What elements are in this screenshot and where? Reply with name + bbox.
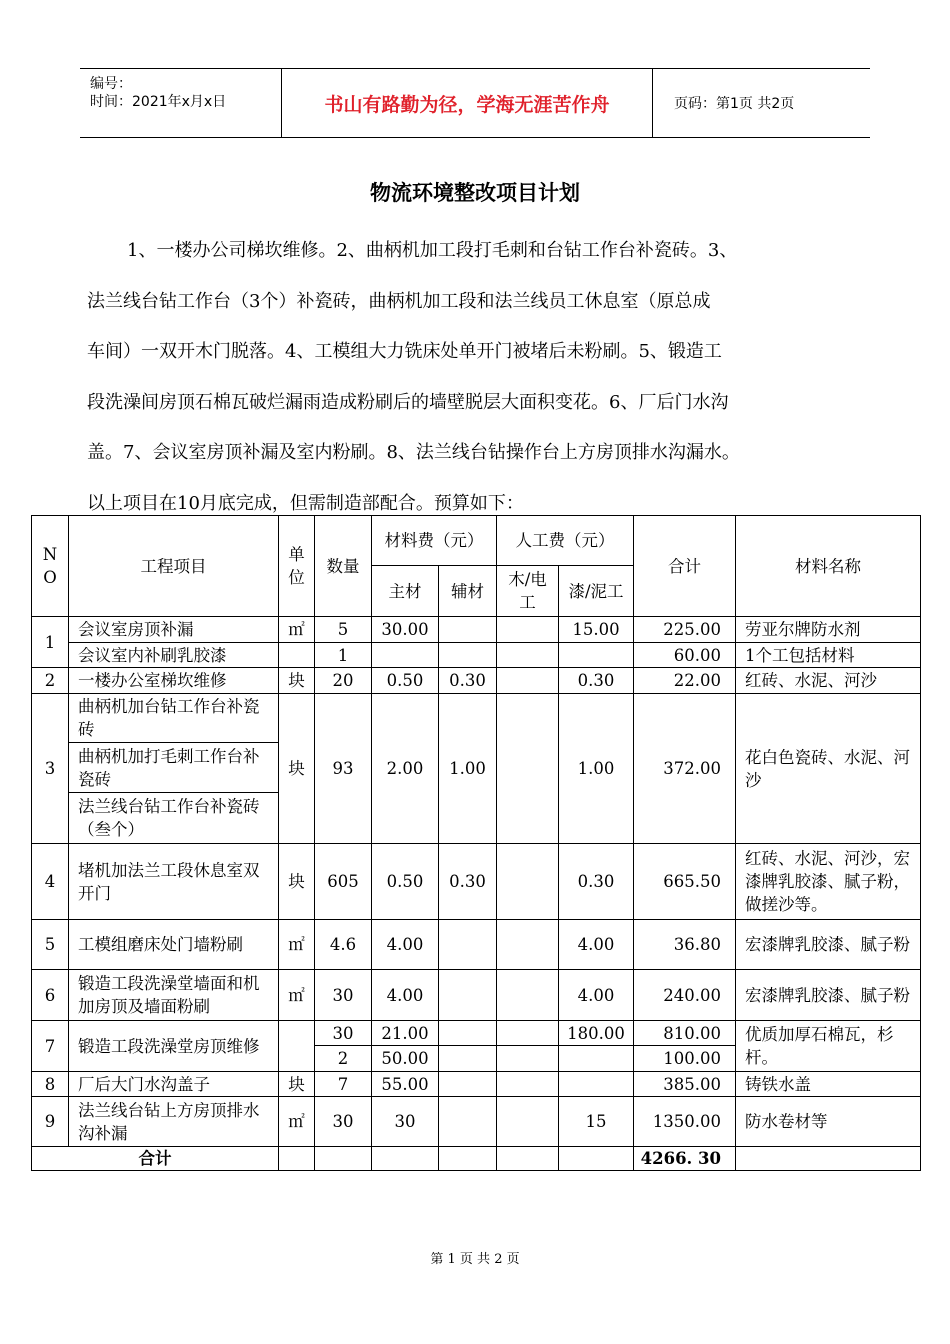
- sum-total: 4266. 30: [634, 1147, 736, 1171]
- cell-wood: [497, 1097, 559, 1147]
- cell-wood: [497, 844, 559, 920]
- cell-project: 曲柄机加打毛刺工作台补瓷砖: [69, 743, 279, 793]
- cell-qty: 30: [315, 1097, 372, 1147]
- cell-no: 8: [32, 1072, 69, 1097]
- cell-qty: 1: [315, 643, 372, 668]
- cell-material-name: 红砖、水泥、河沙，宏漆牌乳胶漆、腻子粉，做搓沙等。: [736, 844, 921, 920]
- paragraph-line: 法兰线台钻工作台（3个）补瓷砖，曲柄机加工段和法兰线员工休息室（原总成: [87, 290, 711, 312]
- cell-qty: 5: [315, 617, 372, 643]
- header-labor-fee: 人工费（元）: [497, 516, 634, 566]
- cell-material-name: 红砖、水泥、河沙: [736, 668, 921, 694]
- cell-qty: 93: [315, 694, 372, 844]
- cell-no: 2: [32, 668, 69, 694]
- cell-paint: 0.30: [559, 844, 634, 920]
- cell-wood: [497, 1147, 559, 1171]
- cell-main: 4.00: [372, 970, 439, 1021]
- cell-unit: 块: [279, 844, 315, 920]
- cell-material-name: 宏漆牌乳胶漆、腻子粉: [736, 970, 921, 1021]
- date-label: 时间：2021年x月x日: [90, 94, 227, 110]
- cell-total: 36.80: [634, 920, 736, 970]
- cell-material-name: 劳亚尔牌防水剂: [736, 617, 921, 643]
- cell-paint: [559, 1147, 634, 1171]
- cell-qty: [315, 1147, 372, 1171]
- table-row: [32, 1097, 921, 1147]
- cell-no: 4: [32, 844, 69, 920]
- cell-paint: [559, 1046, 634, 1072]
- cell-paint: 15.00: [559, 617, 634, 643]
- cell-wood: [497, 668, 559, 694]
- document-header: [80, 68, 870, 138]
- cell-no: 1: [32, 617, 69, 668]
- table-row: [32, 1072, 921, 1097]
- table-row: [32, 844, 921, 920]
- cell-unit: ㎡: [279, 970, 315, 1021]
- cell-unit: 块: [279, 1072, 315, 1097]
- cell-no: 5: [32, 920, 69, 970]
- budget-table: [31, 515, 921, 1171]
- cell-qty: 20: [315, 668, 372, 694]
- cell-paint: 4.00: [559, 920, 634, 970]
- cell-wood: [497, 970, 559, 1021]
- cell-wood: [497, 1046, 559, 1072]
- table-row: [32, 694, 921, 743]
- header-slogan: 书山有路勤为径，学海无涯苦作舟: [281, 69, 653, 137]
- cell-aux: 0.30: [439, 668, 497, 694]
- cell-aux: [439, 617, 497, 643]
- cell-project: 一楼办公室梯坎维修: [69, 668, 279, 694]
- cell-paint: [559, 1072, 634, 1097]
- header-main-material: 主材: [372, 566, 439, 617]
- header-meta: [80, 69, 280, 137]
- cell-main: 30: [372, 1097, 439, 1147]
- cell-aux: [439, 1021, 497, 1046]
- cell-paint: 0.30: [559, 668, 634, 694]
- cell-no: 3: [32, 694, 69, 844]
- cell-material-name: 铸铁水盖: [736, 1072, 921, 1097]
- cell-project: 厂后大门水沟盖子: [69, 1072, 279, 1097]
- cell-aux: [439, 1072, 497, 1097]
- cell-unit: ㎡: [279, 920, 315, 970]
- cell-no: 9: [32, 1097, 69, 1147]
- cell-total: 665.50: [634, 844, 736, 920]
- header-aux-material: 辅材: [439, 566, 497, 617]
- cell-total: 225.00: [634, 617, 736, 643]
- cell-qty: 605: [315, 844, 372, 920]
- cell-total: 810.00: [634, 1021, 736, 1046]
- cell-paint: 1.00: [559, 694, 634, 844]
- cell-total: 60.00: [634, 643, 736, 668]
- cell-no: 6: [32, 970, 69, 1021]
- cell-material-name: 宏漆牌乳胶漆、腻子粉: [736, 920, 921, 970]
- page-info-text: 页码：第1页 共2页: [674, 96, 795, 112]
- cell-unit: 块: [279, 694, 315, 844]
- header-wood-elec: 木/电工: [497, 566, 559, 617]
- table-sum-row: [32, 1147, 921, 1171]
- intro-paragraph: [87, 226, 887, 529]
- sum-label: 合计: [32, 1147, 279, 1171]
- header-unit: 单位: [279, 516, 315, 617]
- cell-total: 22.00: [634, 668, 736, 694]
- table-row: [32, 970, 921, 1021]
- cell-unit: ㎡: [279, 617, 315, 643]
- cell-main: 50.00: [372, 1046, 439, 1072]
- document-title: 物流环境整改项目计划: [370, 181, 580, 205]
- cell-paint: 4.00: [559, 970, 634, 1021]
- cell-project: 会议室房顶补漏: [69, 617, 279, 643]
- cell-total: 240.00: [634, 970, 736, 1021]
- cell-wood: [497, 643, 559, 668]
- table-row: [32, 1021, 921, 1046]
- cell-wood: [497, 617, 559, 643]
- cell-aux: [439, 1097, 497, 1147]
- cell-wood: [497, 694, 559, 844]
- paragraph-line: 段洗澡间房顶石棉瓦破烂漏雨造成粉刷后的墙壁脱层大面积变花。6、厂后门水沟: [87, 391, 729, 413]
- cell-aux: [439, 1046, 497, 1072]
- table-row: [32, 668, 921, 694]
- cell-qty: 4.6: [315, 920, 372, 970]
- cell-total: 100.00: [634, 1046, 736, 1072]
- cell-project: 法兰线台钻上方房顶排水沟补漏: [69, 1097, 279, 1147]
- header-material-name: 材料名称: [736, 516, 921, 617]
- cell-main: 0.50: [372, 668, 439, 694]
- cell-total: 372.00: [634, 694, 736, 844]
- cell-project: 堵机加法兰工段休息室双开门: [69, 844, 279, 920]
- cell-qty: 2: [315, 1046, 372, 1072]
- cell-unit: ㎡: [279, 1097, 315, 1147]
- header-no: N O: [32, 516, 69, 617]
- cell-paint: [559, 643, 634, 668]
- cell-wood: [497, 1021, 559, 1046]
- cell-aux: 0.30: [439, 844, 497, 920]
- cell-material-name: 防水卷材等: [736, 1097, 921, 1147]
- header-qty: 数量: [315, 516, 372, 617]
- cell-paint: 180.00: [559, 1021, 634, 1046]
- paragraph-line: 车间）一双开木门脱落。4、工模组大力铣床处单开门被堵后未粉刷。5、锻造工: [87, 341, 722, 362]
- cell-qty: 7: [315, 1072, 372, 1097]
- cell-unit: [279, 1021, 315, 1072]
- cell-project: 工模组磨床处门墙粉刷: [69, 920, 279, 970]
- cell-qty: 30: [315, 1021, 372, 1046]
- cell-unit: [279, 643, 315, 668]
- cell-unit: [279, 1147, 315, 1171]
- cell-main: 30.00: [372, 617, 439, 643]
- cell-material-name: 1个工包括材料: [736, 643, 921, 668]
- cell-wood: [497, 1072, 559, 1097]
- cell-project: 会议室内补刷乳胶漆: [69, 643, 279, 668]
- cell-no: 7: [32, 1021, 69, 1072]
- cell-main: 4.00: [372, 920, 439, 970]
- header-total: 合计: [634, 516, 736, 617]
- cell-project: 曲柄机加台钻工作台补瓷砖: [69, 694, 279, 743]
- cell-project: 法兰线台钻工作台补瓷砖（叁个）: [69, 793, 279, 844]
- cell-qty: 30: [315, 970, 372, 1021]
- table-header-row: [32, 516, 921, 566]
- header-material-fee: 材料费（元）: [372, 516, 497, 566]
- cell-main: [372, 643, 439, 668]
- header-project: 工程项目: [69, 516, 279, 617]
- paragraph-line: 以上项目在10月底完成，但需制造部配合。预算如下：: [87, 492, 524, 514]
- cell-main: 0.50: [372, 844, 439, 920]
- cell-main: [372, 1147, 439, 1171]
- cell-aux: [439, 1147, 497, 1171]
- cell-project: 锻造工段洗澡堂房顶维修: [69, 1021, 279, 1072]
- cell-aux: 1.00: [439, 694, 497, 844]
- cell-aux: [439, 643, 497, 668]
- cell-project: 锻造工段洗澡堂墙面和机加房顶及墙面粉刷: [69, 970, 279, 1021]
- cell-main: 55.00: [372, 1072, 439, 1097]
- cell-material-name: [736, 1147, 921, 1171]
- cell-aux: [439, 970, 497, 1021]
- cell-wood: [497, 920, 559, 970]
- page-footer: 第 1 页 共 2 页: [430, 1252, 520, 1267]
- cell-total: 385.00: [634, 1072, 736, 1097]
- number-label: 编号：: [90, 76, 132, 92]
- table-row: [32, 643, 921, 668]
- header-paint-mud: 漆/泥工: [559, 566, 634, 617]
- cell-unit: 块: [279, 668, 315, 694]
- paragraph-line: 盖。7、会议室房顶补漏及室内粉刷。8、法兰线台钻操作台上方房顶排水沟漏水。: [87, 442, 740, 463]
- table-row: [32, 920, 921, 970]
- cell-main: 2.00: [372, 694, 439, 844]
- cell-total: 1350.00: [634, 1097, 736, 1147]
- cell-material-name: 花白色瓷砖、水泥、河沙: [736, 694, 921, 844]
- cell-main: 21.00: [372, 1021, 439, 1046]
- paragraph-line: 1、一楼办公司梯坎维修。2、曲柄机加工段打毛刺和台钻工作台补瓷砖。3、: [127, 240, 738, 261]
- header-page-info: [663, 69, 870, 137]
- cell-paint: 15: [559, 1097, 634, 1147]
- cell-aux: [439, 920, 497, 970]
- cell-material-name: 优质加厚石棉瓦，杉杆。: [736, 1021, 921, 1072]
- table-row: [32, 617, 921, 643]
